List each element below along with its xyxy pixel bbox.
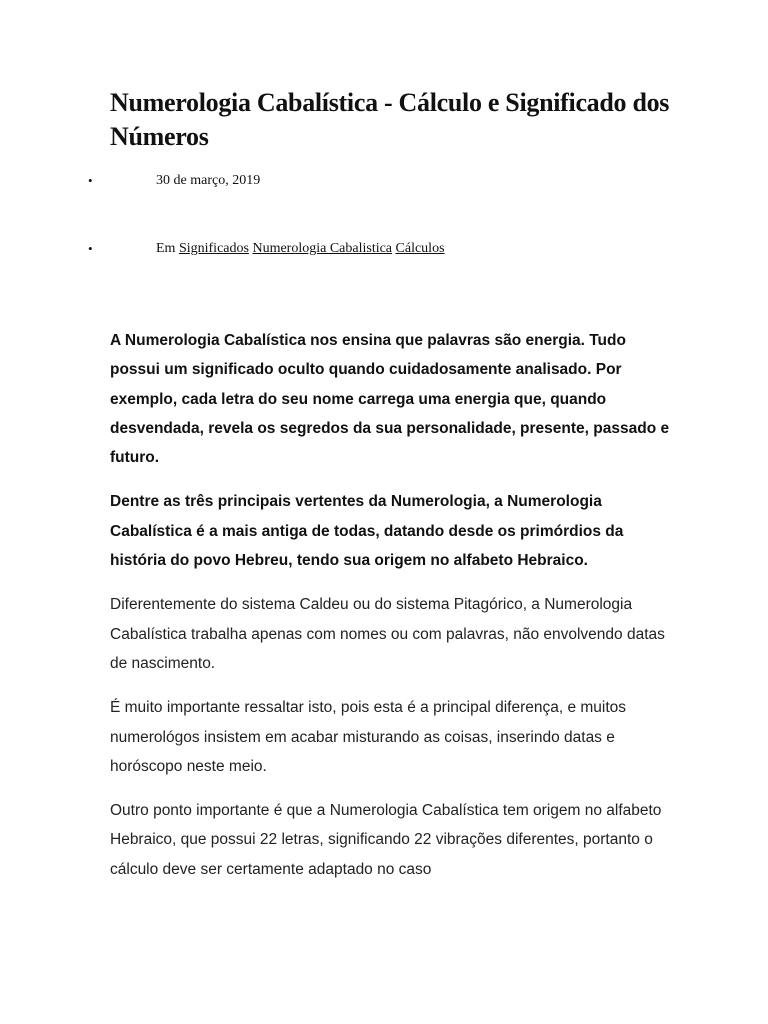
article-paragraph: É muito importante ressaltar isto, pois esta é a principal diferença, e muitos numerológos insistem em acabar misturando as coisas, inserindo datas e horóscopo neste meio. xyxy=(110,699,627,775)
article-paragraph: A Numerologia Cabalística nos ensina que palavras são energia. Tudo possui um significado oculto quando cuidadosamente analisado. Por exemplo, cada letra do seu nome carrega uma energia que, quando desvendada, revela os segredos da sua personalidade, presente, passado e futuro. xyxy=(110,332,670,467)
article-paragraph: Outro ponto importante é que a Numerologia Cabalística tem origem no alfabeto Hebraico, que possui 22 letras, significando 22 vibrações diferentes, portanto o cálculo deve ser certamente adaptado no caso xyxy=(110,802,662,878)
categories-line xyxy=(156,240,445,258)
article-title: Numerologia Cabalística - Cálculo e Significado dos Números xyxy=(110,88,670,151)
category-link-numerologia-cabalistica[interactable]: Numerologia Cabalistica xyxy=(252,241,393,256)
article-paragraph: Dentre as três principais vertentes da Numerologia, a Numerologia Cabalística é a mais antiga de todas, datando desde os primórdios da história do povo Hebreu, tendo sua origem no alfabeto Hebraico. xyxy=(110,493,624,570)
bullet-icon: • xyxy=(88,173,93,188)
article-body xyxy=(110,326,670,899)
categories-prefix: Em xyxy=(156,241,176,256)
category-link-calculos[interactable]: Cálculos xyxy=(395,241,445,256)
article-paragraph: Diferentemente do sistema Caldeu ou do sistema Pitagórico, a Numerologia Cabalística trabalha apenas com nomes ou com palavras, não envolvendo datas de nascimento. xyxy=(110,596,665,672)
publish-date: 30 de março, 2019 xyxy=(156,173,261,188)
category-link-significados[interactable]: Significados xyxy=(178,241,249,256)
bullet-icon: • xyxy=(88,241,93,256)
